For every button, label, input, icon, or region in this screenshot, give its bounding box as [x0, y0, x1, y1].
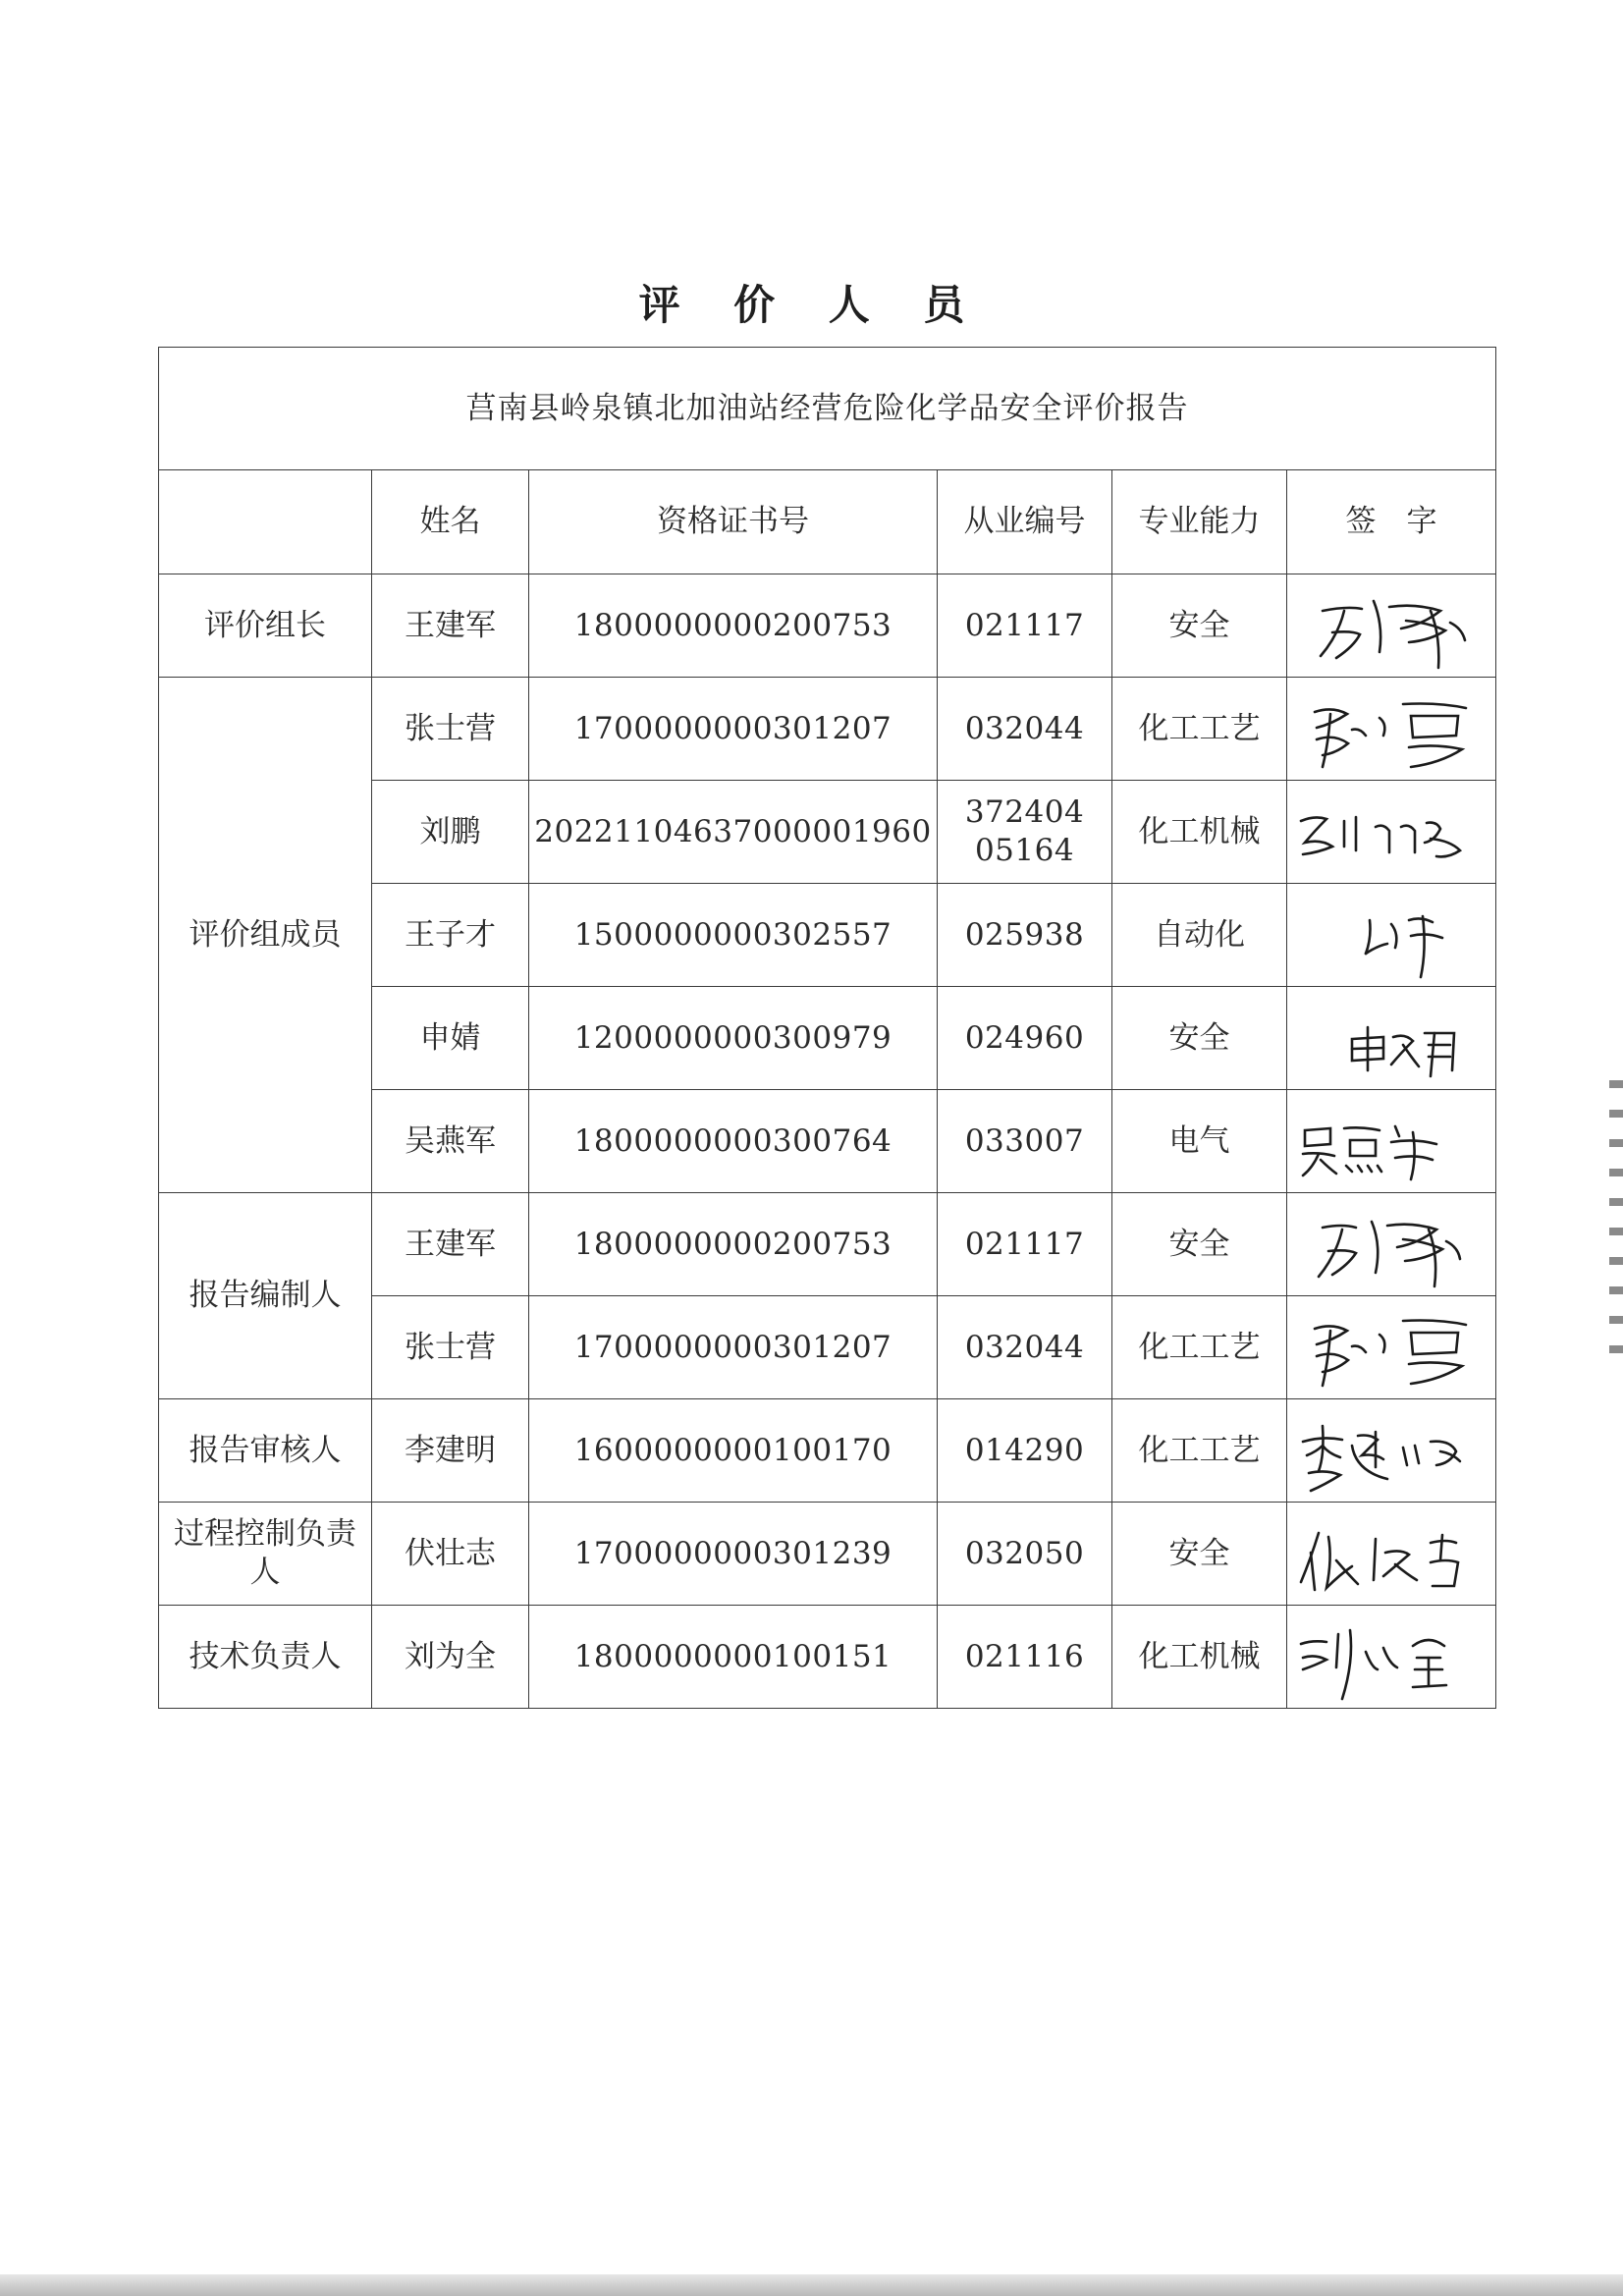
- name-cell: 张士营: [372, 1296, 529, 1399]
- employee-no-cell: 024960: [938, 987, 1112, 1090]
- name-cell: 王子才: [372, 884, 529, 987]
- role-cell: 报告编制人: [159, 1193, 372, 1399]
- handwritten-signature: [1293, 684, 1489, 773]
- certificate-cell: 1600000000100170: [529, 1399, 938, 1503]
- header-certificate: 资格证书号: [529, 470, 938, 574]
- employee-no-cell: 033007: [938, 1090, 1112, 1193]
- signature-cell: [1287, 884, 1496, 987]
- handwritten-signature: [1293, 1406, 1489, 1495]
- name-cell: 刘为全: [372, 1606, 529, 1709]
- report-title-row: [159, 348, 1496, 470]
- signature-cell: [1287, 1606, 1496, 1709]
- expertise-cell: 安全: [1112, 987, 1287, 1090]
- employee-no-cell: 032044: [938, 678, 1112, 781]
- certificate-cell: 1500000000302557: [529, 884, 938, 987]
- table-row: [159, 678, 1496, 781]
- role-cell: 过程控制负责人: [159, 1503, 372, 1606]
- page-title: 评 价 人 员: [638, 281, 985, 329]
- expertise-cell: 化工工艺: [1112, 1399, 1287, 1503]
- expertise-cell: 安全: [1112, 1503, 1287, 1606]
- handwritten-signature: [1293, 581, 1489, 670]
- signature-cell: [1287, 1090, 1496, 1193]
- scan-edge-artifact: [1609, 1080, 1623, 1355]
- certificate-cell: 1800000000300764: [529, 1090, 938, 1193]
- handwritten-signature: [1293, 1097, 1489, 1185]
- employee-no-cell: 021116: [938, 1606, 1112, 1709]
- signature-cell: [1287, 1296, 1496, 1399]
- handwritten-signature: [1293, 1200, 1489, 1288]
- certificate-cell: 1700000000301239: [529, 1503, 938, 1606]
- name-cell: 李建明: [372, 1399, 529, 1503]
- expertise-cell: 安全: [1112, 574, 1287, 678]
- header-role: [159, 470, 372, 574]
- expertise-cell: 自动化: [1112, 884, 1287, 987]
- handwritten-signature: [1293, 994, 1489, 1082]
- signature-cell: [1287, 1503, 1496, 1606]
- employee-no-line: 372404: [964, 794, 1085, 831]
- role-cell: 评价组长: [159, 574, 372, 678]
- employee-no-cell: 032044: [938, 1296, 1112, 1399]
- signature-cell: [1287, 574, 1496, 678]
- header-signature: 签 字: [1287, 470, 1496, 574]
- expertise-cell: 化工机械: [1112, 781, 1287, 884]
- role-cell: 评价组成员: [159, 678, 372, 1193]
- certificate-cell: 1800000000200753: [529, 1193, 938, 1296]
- evaluators-table-frame: [158, 347, 1495, 1709]
- signature-cell: [1287, 781, 1496, 884]
- table-row: [159, 1503, 1496, 1606]
- evaluators-table: [158, 347, 1496, 1709]
- handwritten-signature: [1293, 891, 1489, 979]
- role-cell: 报告审核人: [159, 1399, 372, 1503]
- header-name: 姓名: [372, 470, 529, 574]
- employee-no-cell: [938, 781, 1112, 884]
- signature-cell: [1287, 1193, 1496, 1296]
- header-expertise: 专业能力: [1112, 470, 1287, 574]
- certificate-cell: 1700000000301207: [529, 1296, 938, 1399]
- employee-no-cell: 025938: [938, 884, 1112, 987]
- table-row: [159, 1399, 1496, 1503]
- name-cell: 王建军: [372, 1193, 529, 1296]
- employee-no-cell: 021117: [938, 574, 1112, 678]
- handwritten-signature: [1293, 788, 1489, 876]
- name-cell: 伏壮志: [372, 1503, 529, 1606]
- table-row: [159, 1193, 1496, 1296]
- certificate-cell: 20221104637000001960: [529, 781, 938, 884]
- report-title: 莒南县岭泉镇北加油站经营危险化学品安全评价报告: [159, 348, 1496, 470]
- employee-no-line: 05164: [974, 833, 1075, 868]
- expertise-cell: 安全: [1112, 1193, 1287, 1296]
- name-cell: 刘鹏: [372, 781, 529, 884]
- handwritten-signature: [1293, 1303, 1489, 1392]
- header-row: [159, 470, 1496, 574]
- expertise-cell: 化工工艺: [1112, 1296, 1287, 1399]
- handwritten-signature: [1293, 1613, 1489, 1701]
- handwritten-signature: [1293, 1509, 1489, 1598]
- scan-bottom-strip: [0, 2274, 1623, 2296]
- name-cell: 申婧: [372, 987, 529, 1090]
- employee-no-cell: 032050: [938, 1503, 1112, 1606]
- employee-no-cell: 014290: [938, 1399, 1112, 1503]
- name-cell: 吴燕军: [372, 1090, 529, 1193]
- expertise-cell: 化工工艺: [1112, 678, 1287, 781]
- name-cell: 张士营: [372, 678, 529, 781]
- signature-cell: [1287, 1399, 1496, 1503]
- role-cell: 技术负责人: [159, 1606, 372, 1709]
- table-row: [159, 1606, 1496, 1709]
- expertise-cell: 化工机械: [1112, 1606, 1287, 1709]
- certificate-cell: 1200000000300979: [529, 987, 938, 1090]
- signature-cell: [1287, 678, 1496, 781]
- header-employee-no: 从业编号: [938, 470, 1112, 574]
- signature-cell: [1287, 987, 1496, 1090]
- expertise-cell: 电气: [1112, 1090, 1287, 1193]
- employee-no-cell: 021117: [938, 1193, 1112, 1296]
- table-row: [159, 574, 1496, 678]
- certificate-cell: 1800000000200753: [529, 574, 938, 678]
- certificate-cell: 1700000000301207: [529, 678, 938, 781]
- certificate-cell: 1800000000100151: [529, 1606, 938, 1709]
- name-cell: 王建军: [372, 574, 529, 678]
